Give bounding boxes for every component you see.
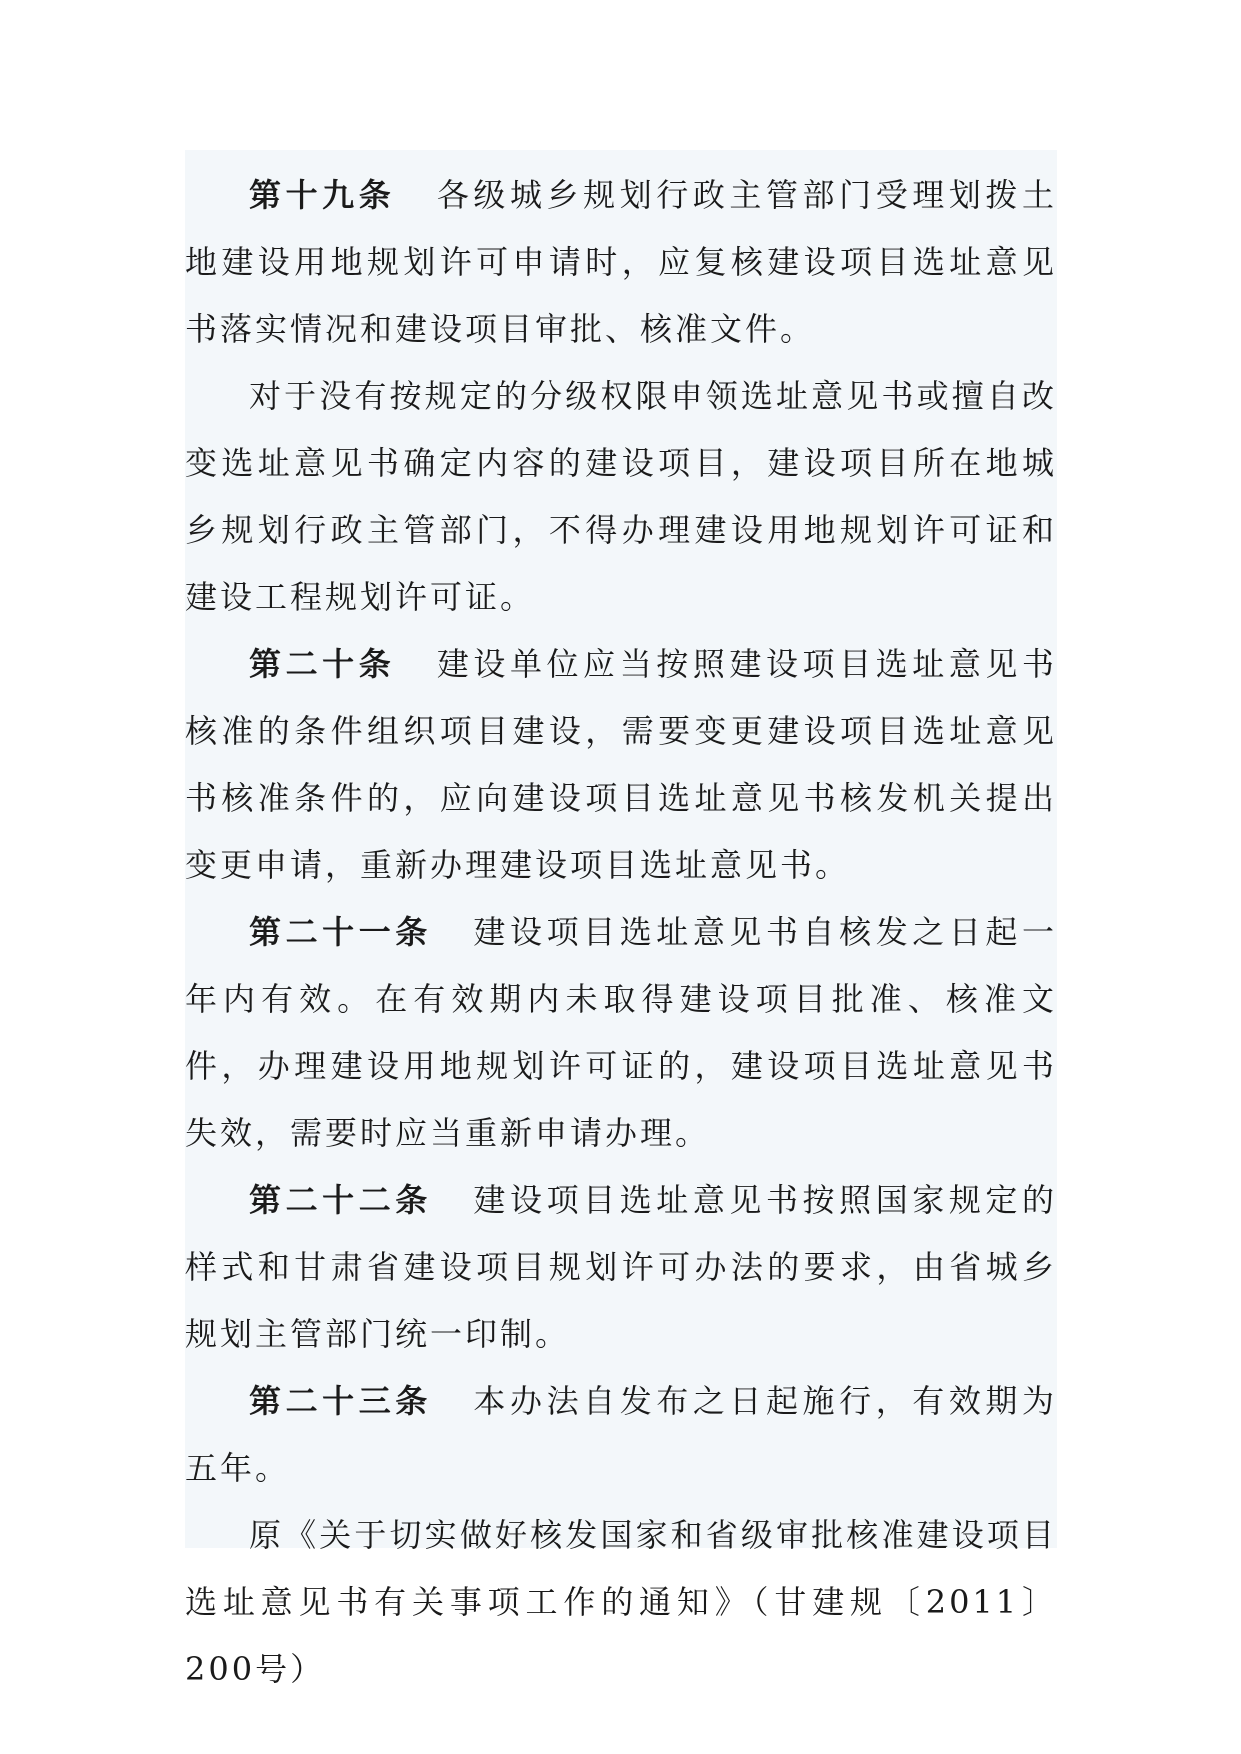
article-title: 第二十一条 <box>249 913 432 951</box>
article-text: 建设项目选址意见书自核发之日起一年内有效。在有效期内未取得建设项目批准、核准文件，办理建设用地规划许可证的，建设项目选址意见书失效，需要时应当重新申请办理。 <box>185 913 1057 1152</box>
article-23 <box>185 1368 1057 1502</box>
article-title: 第十九条 <box>249 176 396 214</box>
document-body <box>185 150 1057 1688</box>
article-title: 第二十三条 <box>249 1382 432 1420</box>
article-text: 本办法自发布之日起施行，有效期为五年。 <box>185 1382 1057 1487</box>
article-title: 第二十二条 <box>249 1181 432 1219</box>
article-19 <box>185 162 1057 363</box>
article-text: 建设单位应当按照建设项目选址意见书核准的条件组织项目建设，需要变更建设项目选址意见书核准条件的，应向建设项目选址意见书核发机关提出变更申请，重新办理建设项目选址意见书。 <box>185 645 1057 884</box>
article-text: 各级城乡规划行政主管部门受理划拨土地建设用地规划许可申请时，应复核建设项目选址意见书落实情况和建设项目审批、核准文件。 <box>185 176 1057 348</box>
article-text: 建设项目选址意见书按照国家规定的样式和甘肃省建设项目规划许可办法的要求，由省城乡规划主管部门统一印制。 <box>185 1181 1057 1353</box>
paragraph-text: 原《关于切实做好核发国家和省级审批核准建设项目选址意见书有关事项工作的通知》（甘建规〔2011〕200号） <box>185 1516 1057 1688</box>
article-19-paragraph-2 <box>185 363 1057 631</box>
article-title: 第二十条 <box>249 645 396 683</box>
paragraph-text: 对于没有按规定的分级权限申领选址意见书或擅自改变选址意见书确定内容的建设项目，建设项目所在地城乡规划行政主管部门，不得办理建设用地规划许可证和建设工程规划许可证。 <box>185 377 1057 616</box>
article-21 <box>185 899 1057 1167</box>
article-20 <box>185 631 1057 899</box>
article-22 <box>185 1167 1057 1368</box>
article-23-paragraph-2 <box>185 1502 1057 1703</box>
